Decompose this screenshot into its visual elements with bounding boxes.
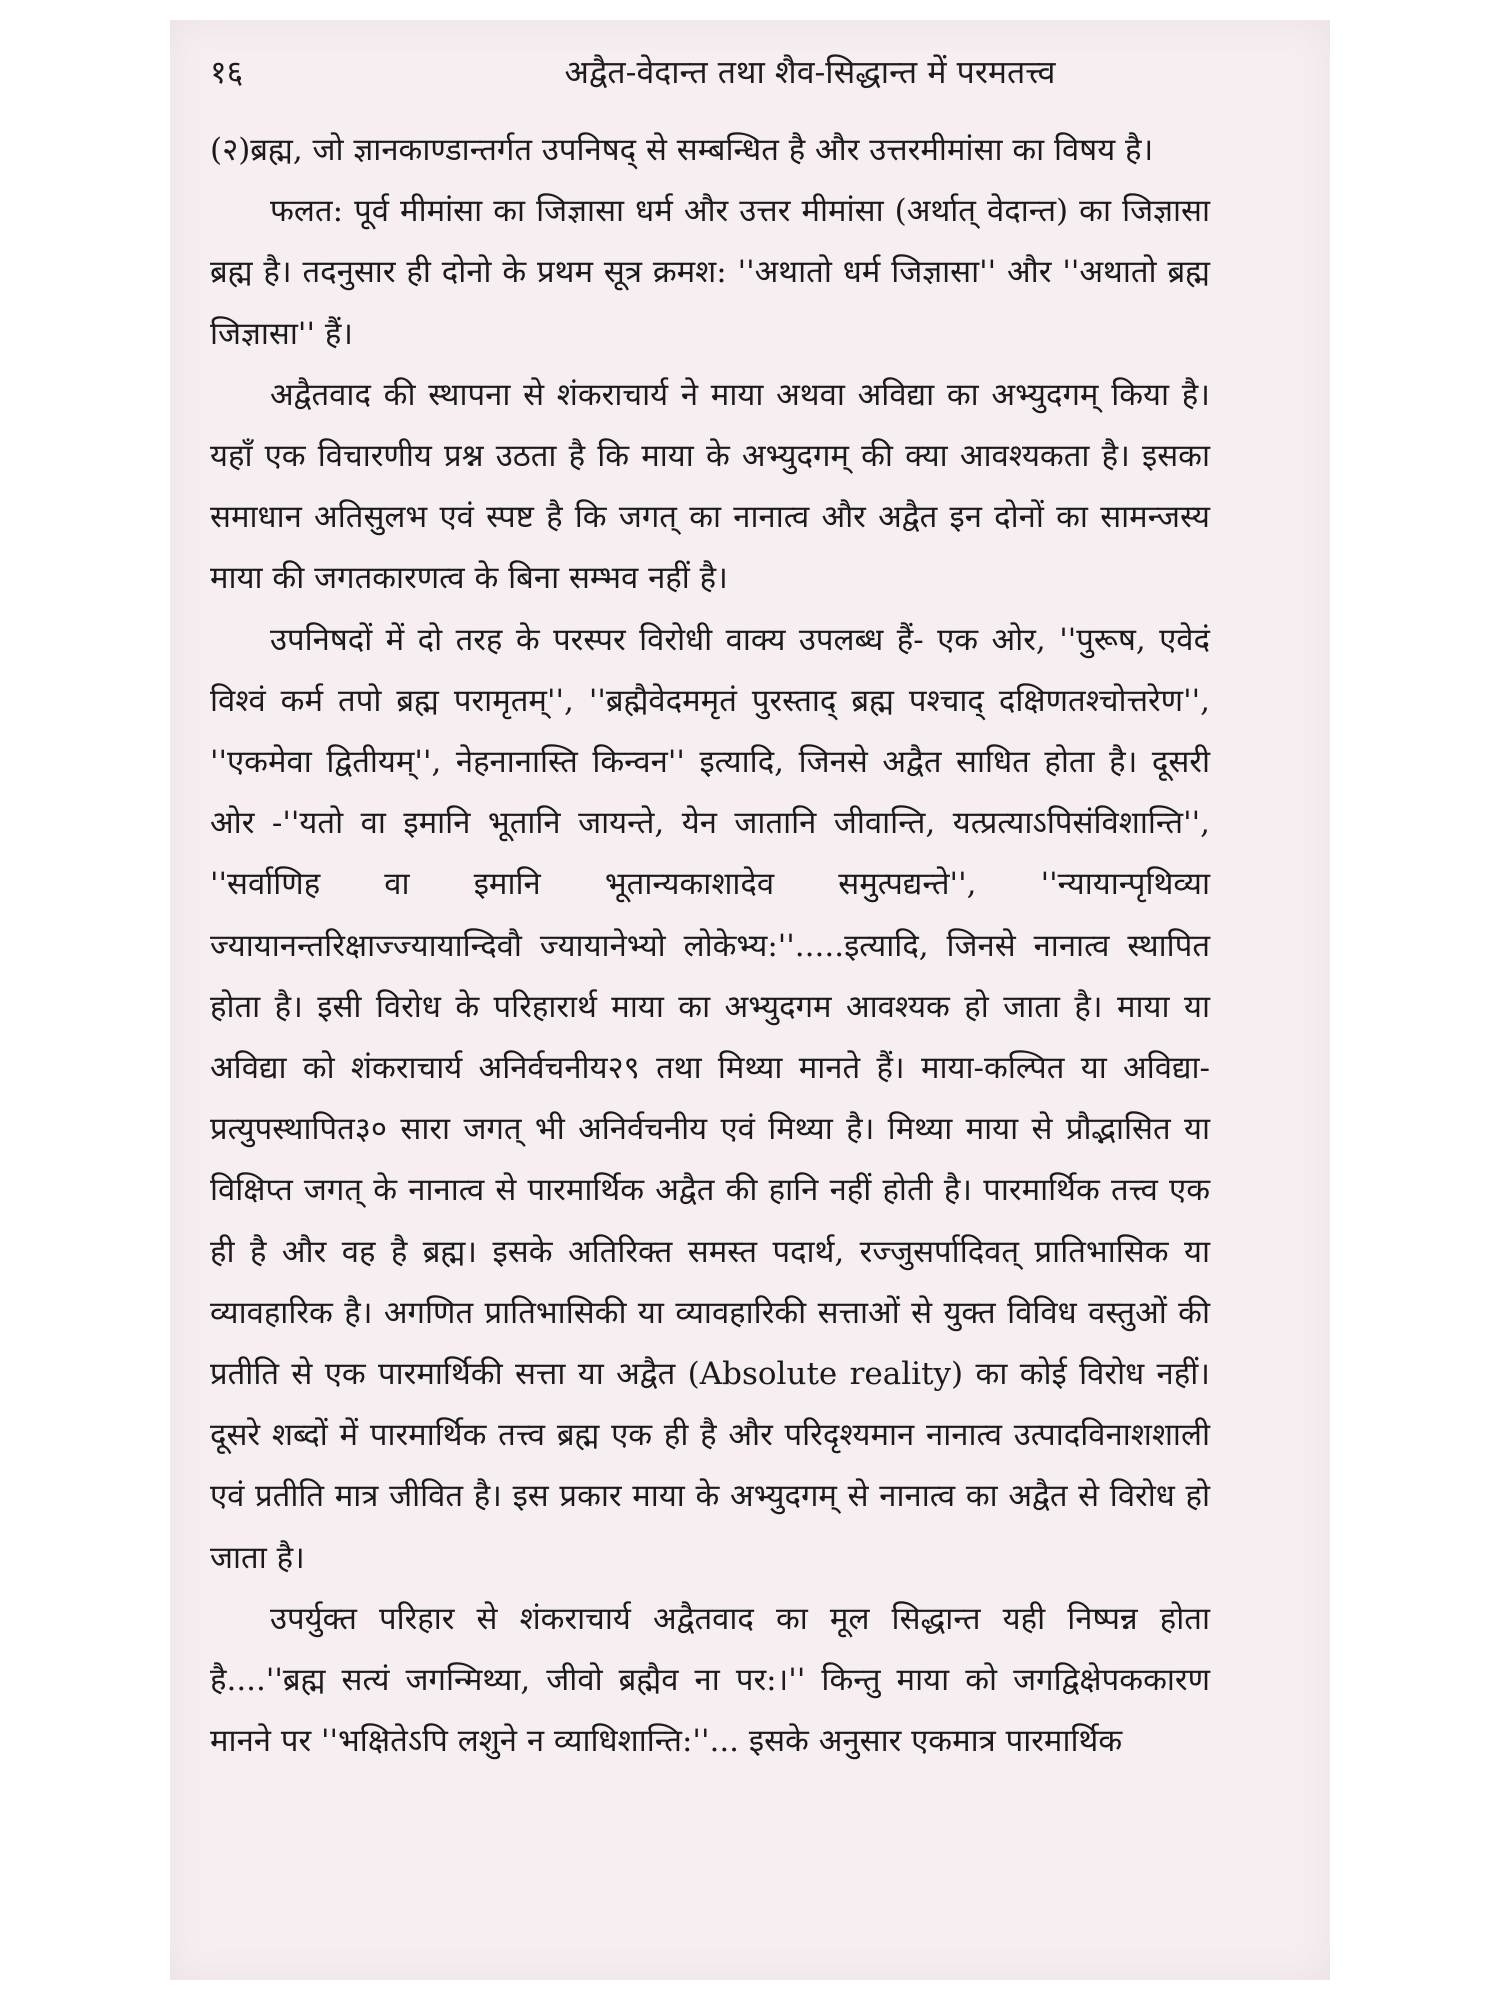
paragraph-upanishad-statements: उपनिषदों में दो तरह के परस्पर विरोधी वाक्य उपलब्ध हैं- एक ओर, ''पुरूष, एवेदं विश्वं कर्म तपो ब्रह्म परामृतम्'', ''ब्रह्मैवेदममृतं पुरस्ताद् ब्रह्म पश्चाद् दक्षिणतश्चोत्तरेण'', ''एकमेवा द्वितीयम्'', नेहनानास्ति किन्वन'' इत्यादि, जिनसे अद्वैत साधित होता है। दूसरी ओर -''यतो वा इमानि भूतानि जायन्ते, येन जातानि जीवान्ति, यत्प्रत्याऽपिसंविशान्ति'', ''सर्वाणिह वा इमानि भूतान्यकाशादेव समुत्पद्यन्ते'', ''न्यायान्पृथिव्या ज्यायानन्तरिक्षाज्ज्यायान्दिवौ ज्यायानेभ्यो लोकेभ्य:''.....इत्यादि, जिनसे नानात्व स्थापित होता है। इसी विरोध के परिहारार्थ माया का अभ्युदगम आवश्यक हो जाता है। माया या अविद्या को शंकराचार्य अनिर्वचनीय२९ तथा मिथ्या मानते हैं। माया-कल्पित या अविद्या-प्रत्युपस्थापित३० सारा जगत् भी अनिर्वचनीय एवं मिथ्या है। मिथ्या माया से प्रौद्भासित या विक्षिप्त जगत् के नानात्व से पारमार्थिक अद्वैत की हानि नहीं होती है। पारमार्थिक तत्त्व एक ही है और वह है ब्रह्म। इसके अतिरिक्त समस्त पदार्थ, रज्जुसर्पादिवत् प्रातिभासिक या व्यावहारिक है। अगणित प्रातिभासिकी या व्यावहारिकी सत्ताओं से युक्त विविध वस्तुओं की प्रतीति से एक पारमार्थिकी सत्ता या अद्वैत (Absolute reality) का कोई विरोध नहीं। दूसरे शब्दों में पारमार्थिक तत्त्व ब्रह्म एक ही है और परिदृश्यमान नानात्व उत्पादविनाशशाली एवं प्रतीति मात्र जीवित है। इस प्रकार माया के अभ्युदगम् से नानात्व का अद्वैत से विरोध हो जाता है।	[210, 621, 1210, 1576]
running-title: अद्वैत-वेदान्त तथा शैव-सिद्धान्त में परमतत्त्व	[564, 53, 1056, 91]
book-page	[170, 20, 1330, 1980]
paragraph-mimamsa: फलत: पूर्व मीमांसा का जिज्ञासा धर्म और उत्तर मीमांसा (अर्थात् वेदान्त) का जिज्ञासा ब्रह्म है। तदनुसार ही दोनो के प्रथम सूत्र क्रमश: ''अथातो धर्म जिज्ञासा'' और ''अथातो ब्रह्म जिज्ञासा'' हैं।	[210, 193, 1210, 352]
page-header	[210, 40, 1290, 100]
paragraph-brahma-definition: (२)ब्रह्म, जो ज्ञानकाण्डान्तर्गत उपनिषद् से सम्बन्धित है और उत्तरमीमांसा का विषय है।	[210, 132, 1154, 168]
paragraph-conclusion: उपर्युक्त परिहार से शंकराचार्य अद्वैतवाद का मूल सिद्धान्त यही निष्पन्न होता है....''ब्रह्म सत्यं जगन्मिथ्या, जीवो ब्रह्मैव ना पर:।'' किन्तु माया को जगद्विक्षेपककारण मानने पर ''भक्षितेऽपि लशुने न व्याधिशान्ति:''... इसके अनुसार एकमात्र पारमार्थिक	[210, 1600, 1210, 1760]
page-body	[210, 120, 1210, 1772]
page-number: १६	[210, 53, 244, 91]
paragraph-maya-need: अद्वैतवाद की स्थापना से शंकराचार्य ने माया अथवा अविद्या का अभ्युदगम् किया है। यहाँ एक विचारणीय प्रश्न उठता है कि माया के अभ्युदगम् की क्या आवश्यकता है। इसका समाधान अतिसुलभ एवं स्पष्ट है कि जगत् का नानात्व और अद्वैत इन दोनों का सामन्जस्य माया की जगतकारणत्व के बिना सम्भव नहीं है।	[210, 376, 1210, 597]
